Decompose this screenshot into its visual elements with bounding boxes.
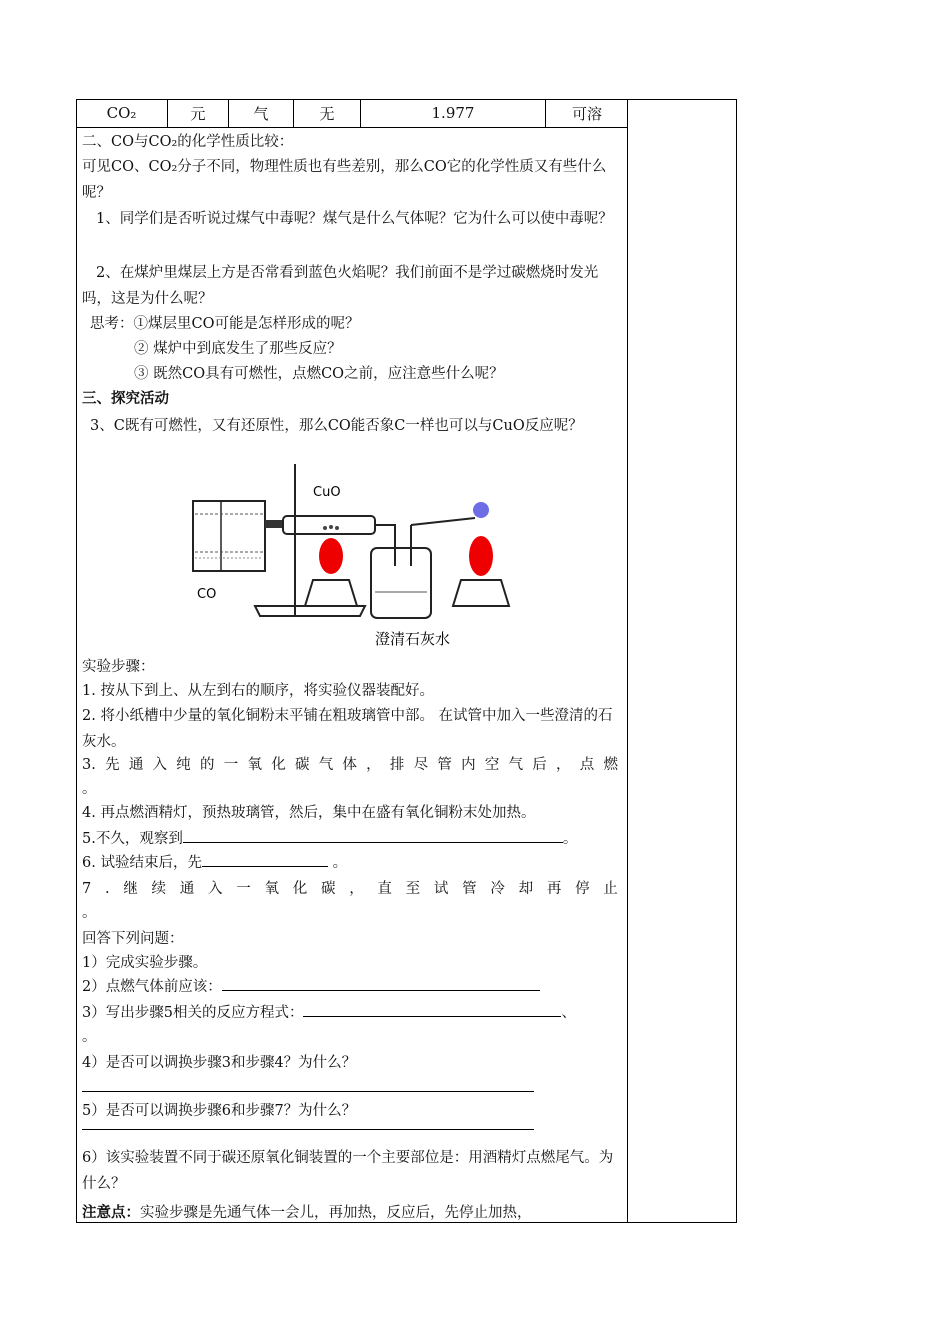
answer-2: 2）点燃气体前应该： (82, 975, 622, 999)
table-cell: 无 (294, 99, 361, 127)
section3-title: 三、探究活动 (82, 391, 169, 407)
limewater-bottle (371, 548, 431, 618)
answer-line[interactable] (82, 1091, 534, 1092)
tail-gas-tube (411, 518, 475, 525)
gas-reservoir (193, 501, 265, 571)
think-1: 思考：①煤层里CO可能是怎样形成的呢？ (90, 316, 360, 332)
table-cell: CO₂ (76, 99, 168, 127)
flame (469, 536, 493, 576)
table-cell: 元 (168, 99, 229, 127)
column-divider (627, 99, 628, 1223)
answer-line[interactable] (82, 1129, 534, 1130)
table-cell: 气 (229, 99, 294, 127)
answer-blank[interactable] (202, 852, 328, 867)
co-label: CO (197, 587, 217, 602)
iron-stand-base (255, 606, 365, 616)
question-3: 3、C既有可燃性，又有还原性，那么CO能否象C一样也可以与CuO反应呢？ (90, 418, 583, 434)
answer-3-next: 。 (82, 1029, 97, 1045)
cuo-powder (335, 526, 339, 530)
question-2: 2、在煤炉里煤层上方是否常看到蓝色火焰呢？我们前面不是学过碳燃烧时发光吗，这是为什么呢？ (82, 265, 599, 307)
steps-title: 实验步骤： (82, 659, 155, 675)
table-cell: 可溶 (571, 104, 602, 123)
section2-title: 二、CO与CO₂的化学性质比较： (82, 134, 294, 150)
blue-flame (473, 502, 489, 518)
cuo-powder (323, 526, 327, 530)
step-6: 6. 试验结束后，先 。 (82, 851, 622, 875)
flame (319, 538, 343, 574)
cuo-powder (329, 525, 333, 529)
step-3-end: 。 (82, 781, 97, 797)
step-4: 4. 再点燃酒精灯，预热玻璃管，然后，集中在盛有氧化铜粉末处加热。 (82, 805, 536, 821)
step-7: 7 . 继 续 通 入 一 氧 化 碳 ， 直 至 试 管 冷 却 再 停 止 (82, 881, 618, 897)
alcohol-lamp (305, 580, 357, 606)
answer-title: 回答下列问题： (82, 931, 184, 947)
step-2: 2. 将小纸槽中少量的氧化铜粉末平铺在粗玻璃管中部。 在试管中加入一些澄清的石灰水。 (82, 708, 613, 750)
limewater-label: 澄清石灰水 (375, 630, 451, 648)
step-5: 5.不久，观察到 。 (82, 827, 622, 851)
cuo-label: CuO (313, 485, 341, 500)
answer-blank[interactable] (222, 976, 540, 991)
step-7-end: 。 (82, 905, 97, 921)
answer-5: 5）是否可以调换步骤6和步骤7？为什么？ (82, 1103, 357, 1119)
answer-blank[interactable] (303, 1002, 561, 1017)
note: 注意点：实验步骤是先通气体一会儿，再加热，反应后，先停止加热， (82, 1205, 532, 1221)
answer-4: 4）是否可以调换步骤3和步骤4？为什么？ (82, 1055, 357, 1071)
answer-6: 6）该实验装置不同于碳还原氧化铜装置的一个主要部位是：用酒精灯点燃尾气。为什么？ (82, 1150, 614, 1192)
step-3: 3. 先 通 入 纯 的 一 氧 化 碳 气 体 ， 排 尽 管 内 空 气 后 ， 点 燃 (82, 757, 618, 773)
intro-text: 可见CO、CO₂分子不同，物理性质也有些差别，那么CO它的化学性质又有些什么呢？ (82, 159, 607, 201)
table-cell: 1.977 (361, 99, 546, 127)
question-1: 1、同学们是否听说过煤气中毒呢？煤气是什么气体呢？它为什么可以使中毒呢？ (96, 211, 613, 227)
answer-1: 1）完成实验步骤。 (82, 955, 208, 971)
answer-blank[interactable] (183, 828, 563, 843)
co-reduction-apparatus-diagram (185, 456, 525, 656)
delivery-tube (375, 525, 395, 566)
property-table-row (76, 99, 628, 128)
think-3: ③ 既然CO具有可燃性，点燃CO之前，应注意些什么呢？ (134, 366, 504, 382)
answer-3: 3）写出步骤5相关的反应方程式： 、 (82, 1001, 622, 1025)
alcohol-lamp (453, 580, 509, 606)
step-1: 1. 按从下到上、从左到右的顺序，将实验仪器装配好。 (82, 683, 434, 699)
glass-tube (283, 516, 375, 534)
connector (265, 520, 283, 528)
think-2: ② 煤炉中到底发生了那些反应？ (134, 341, 342, 357)
